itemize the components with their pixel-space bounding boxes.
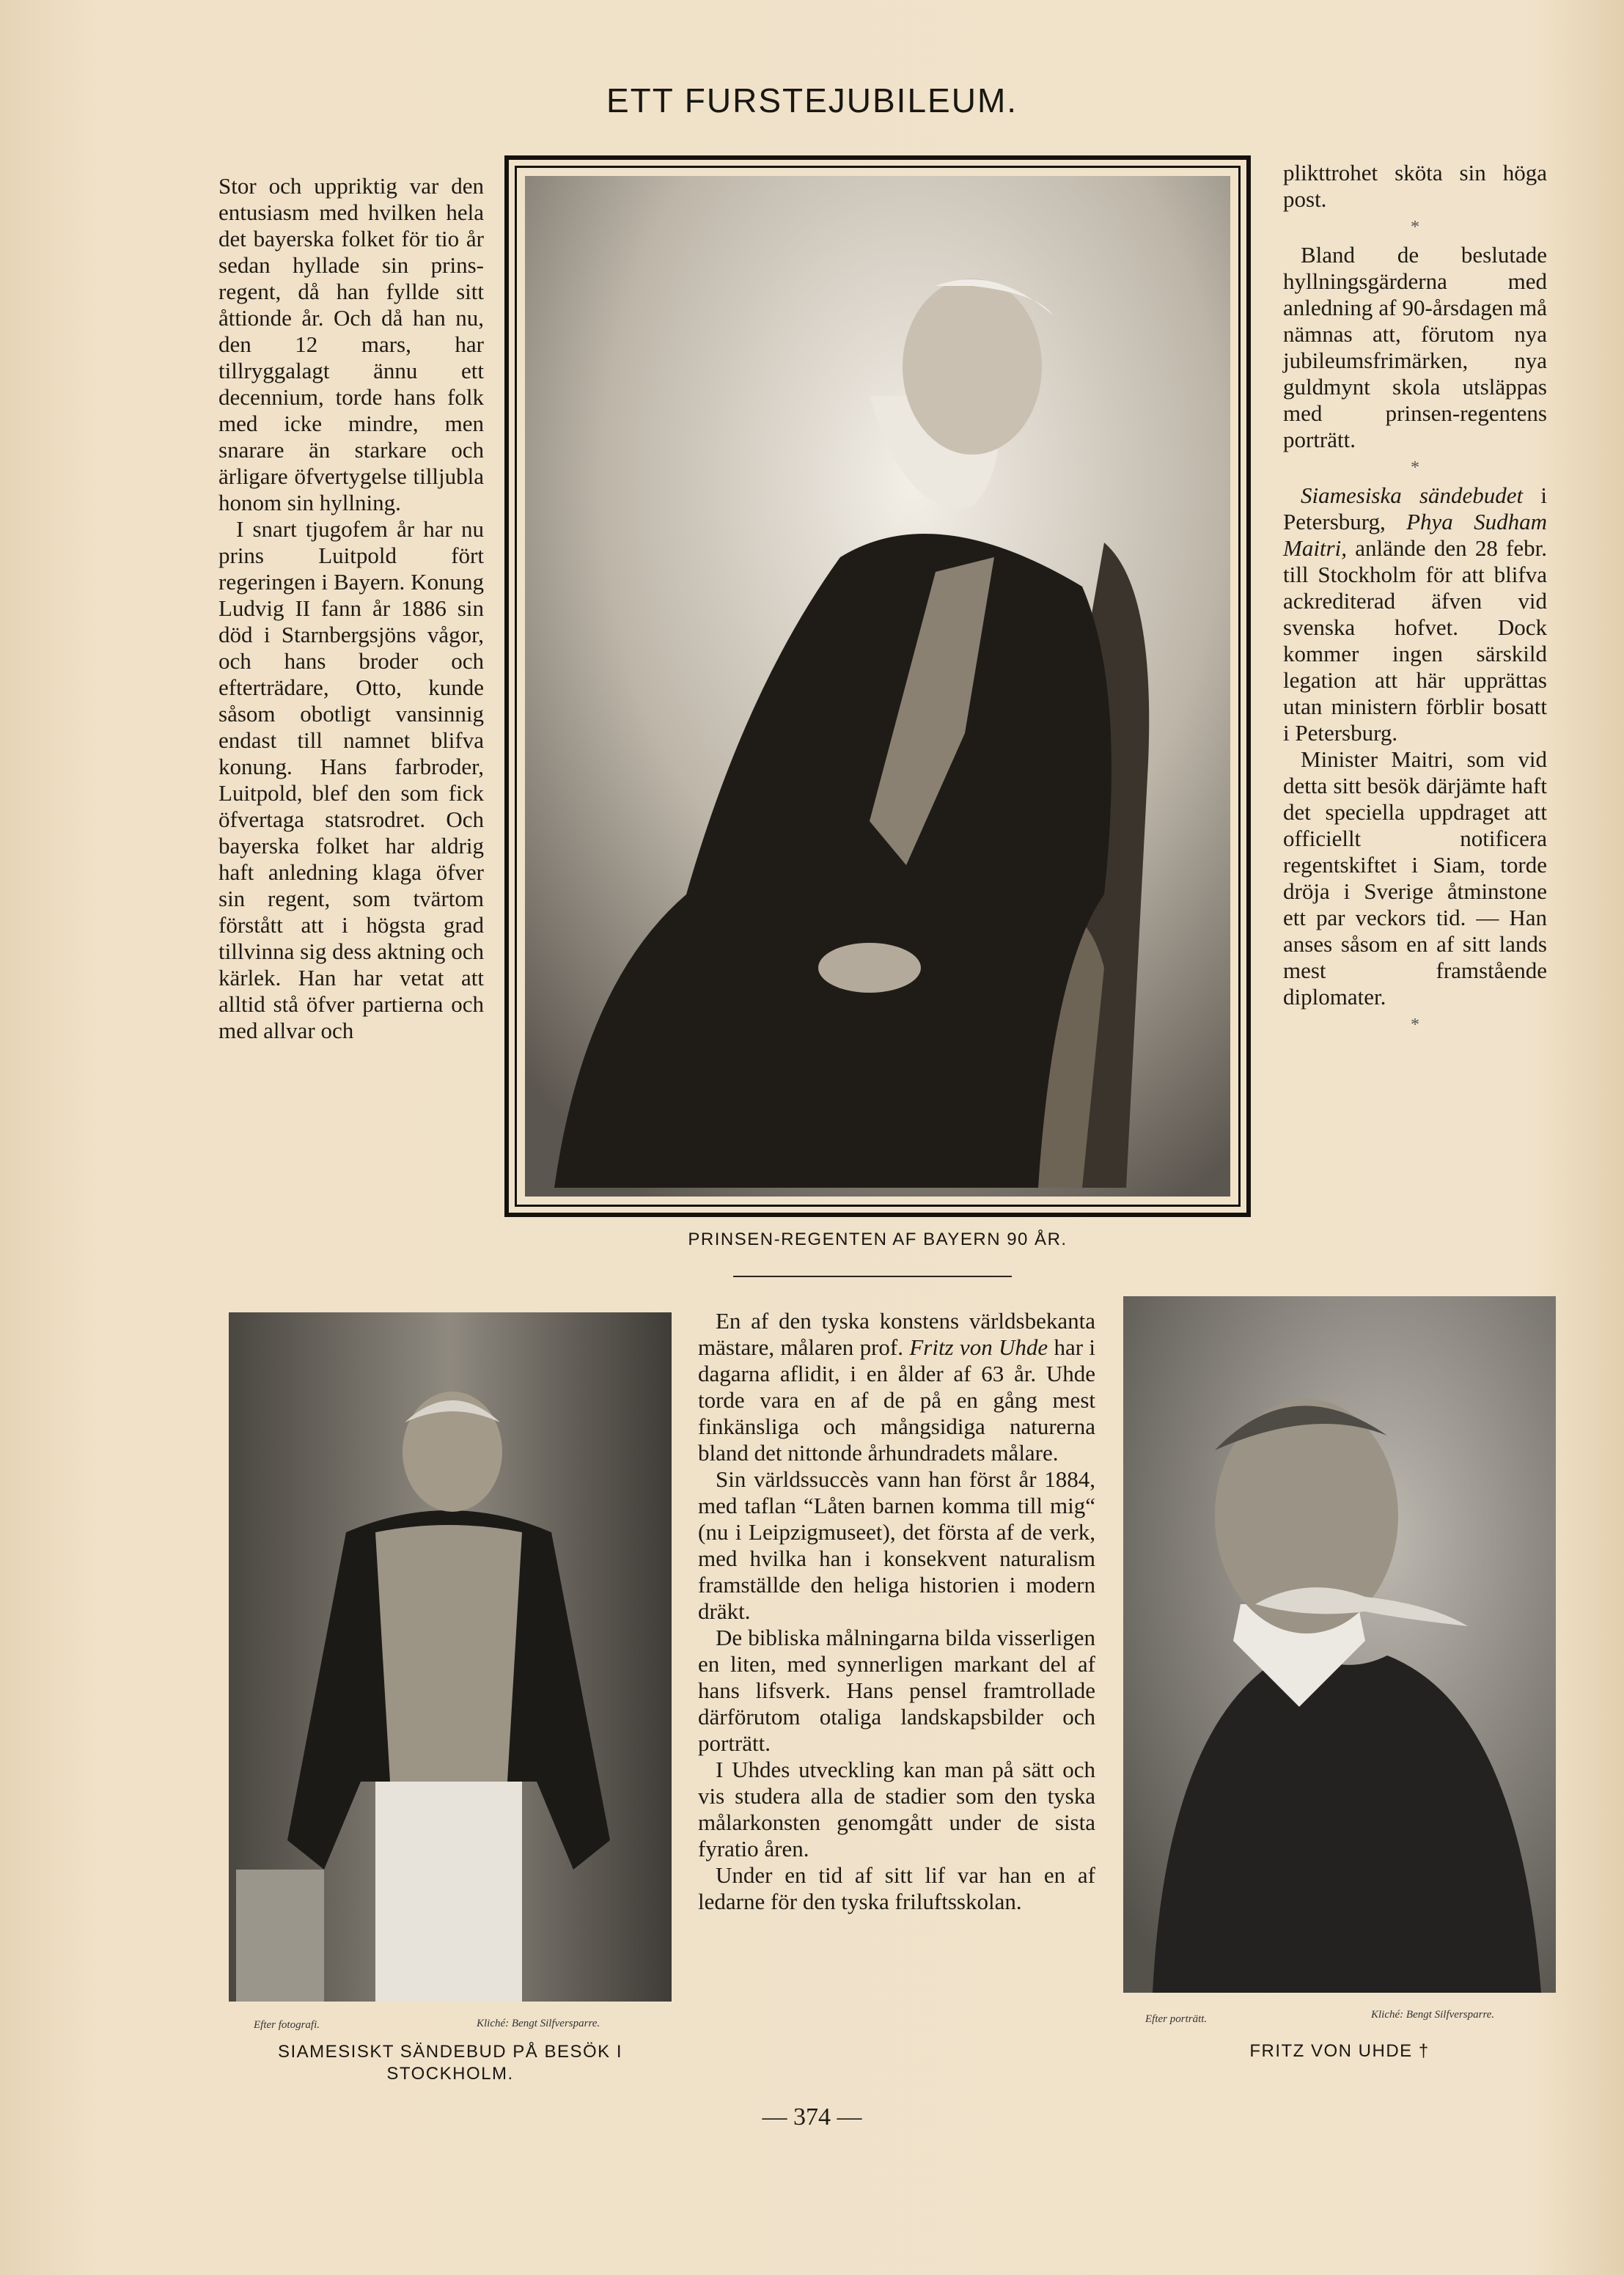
envoy-caption [229, 2041, 672, 2085]
page-number: — 374 — [762, 2103, 862, 2131]
uhde-credit-right: Kliché: Bengt Silfversparre. [1371, 2009, 1495, 2021]
left-paragraph-2: I snart tjugofem år har nu prins Luitpold fört regeringen i Bayern. Konung Ludvig II fann år 1886 sin död i Starnbergsjöns vågor, och hans broder och efterträdare, Otto, kunde såsom obotligt vansinnig endast till namnet blifva konung. Hans farbroder, Luitpold, blef den som fick öfvertaga statsrodret. Och bayerska folket har aldrig haft anledning klaga öfver sin regent, som tvärtom förstått att i högsta grad tillvinna sig dess aktning och kärlek. Han har vetat att alltid stå öfver partierna och med allvar och [218, 516, 484, 1043]
right-paragraph-1: plikttrohet sköta sin höga post. [1283, 160, 1547, 212]
left-paragraph-1: Stor och uppriktig var den entusiasm med hvilken hela det bayerska folket för tio år sedan hyllade sin prins-regent, då han fyllde sitt åttionde år. Och då han nu, den 12 mars, har tillryggalagt ännu ett decennium, torde hans folk med icke mindre, men snarare än starkare och ärligare öfvertygelse tilljubla honom sin hyllning. [218, 173, 484, 515]
envoy-credit-left: Efter fotografi. [254, 2019, 320, 2031]
envoy-figure-icon [229, 1312, 672, 2002]
right-paragraph-3-part-b: anlände den 28 febr. till Stockholm för att blifva ackrediterad äfven vid svenska hofvet. Dock kommer ingen särskild legation att här upprättas utan ministern förblir bosatt i Petersburg. [1283, 535, 1547, 746]
right-paragraph-3-part-a: i Petersburg, [1283, 482, 1547, 534]
uhde-name: Fritz von Uhde [909, 1334, 1048, 1360]
separator-star-3: * [1411, 1015, 1419, 1034]
center-column [698, 1308, 1095, 1915]
uhde-figure-icon [1123, 1296, 1556, 1993]
right-column [1283, 160, 1547, 1040]
left-column [218, 173, 484, 1044]
center-paragraph-1-part-a: En af den tyska konstens världsbekanta mästare, målaren prof. [698, 1308, 1095, 1360]
envoy-caption-line-2: STOCKHOLM. [386, 2064, 514, 2084]
envoy-credit-right: Kliché: Bengt Silfversparre. [477, 2018, 600, 2029]
regent-caption: PRINSEN-REGENTEN AF BAYERN 90 ÅR. [688, 1230, 1068, 1249]
center-paragraph-3: De bibliska målningarna bilda visserligen en liten, med synnerligen markant del af hans lifsverk. Hans pensel framtrollade därförutom otaliga landskapsbilder och porträtt. [698, 1625, 1095, 1756]
separator-star-2: * [1411, 458, 1419, 477]
regent-portrait-photo [525, 176, 1230, 1197]
right-paragraph-4: Minister Maitri, som vid detta sitt besök därjämte haft det speciella uppdraget att officiellt notificera regentskiftet i Siam, torde dröja i Sverige åtminstone ett par veckors tid. — Han anses såsom en af sitt lands mest framstående diplomater. [1283, 746, 1547, 1010]
separator-star-1: * [1411, 218, 1419, 237]
center-paragraph-5: Under en tid af sitt lif var han en af ledarne för den tyska friluftsskolan. [698, 1862, 1095, 1914]
right-paragraph-3 [1283, 482, 1547, 746]
center-paragraph-1 [698, 1308, 1095, 1466]
center-paragraph-2: Sin världssuccès vann han först år 1884, med taflan “Låten barnen komma till mig“ (nu i Leipzigmuseet), det första af de verk, med hvilka han i konsekvent naturalism framställde den heliga historien i modern dräkt. [698, 1466, 1095, 1624]
uhde-caption: FRITZ VON UHDE † [1249, 2041, 1430, 2061]
center-paragraph-1-part-b: har i dagarna aflidit, i en ålder af 63 år. Uhde torde vara en af de på en gång mest finkänsliga och mångsidiga naturerna bland det nittonde århundradets målare. [698, 1334, 1096, 1466]
caption-divider [733, 1276, 1012, 1277]
envoy-caption-line-1: SIAMESISKT SÄNDEBUD PÅ BESÖK I [277, 2042, 622, 2062]
uhde-credit-left: Efter porträtt. [1145, 2013, 1208, 2025]
regent-figure-icon [525, 176, 1230, 1197]
center-paragraph-4: I Uhdes utveckling kan man på sätt och vis studera alla de stadier som den tyska målarkonsten genomgått under de sista fyratio åren. [698, 1757, 1095, 1861]
envoy-heading: Siamesiska sändebudet [1301, 482, 1524, 508]
envoy-photo [229, 1312, 672, 2002]
right-paragraph-2: Bland de beslutade hyllningsgärderna med anledning af 90-årsdagen må nämnas att, förutom nya jubileumsfrimärken, nya guldmynt skola utsläppas med prinsen-regentens porträtt. [1283, 242, 1547, 452]
envoy-name: Phya Sudham Maitri, [1283, 509, 1547, 561]
uhde-photo [1123, 1296, 1556, 1993]
regent-portrait-frame [504, 155, 1251, 1217]
page-title: ETT FURSTEJUBILEUM. [606, 81, 1018, 120]
